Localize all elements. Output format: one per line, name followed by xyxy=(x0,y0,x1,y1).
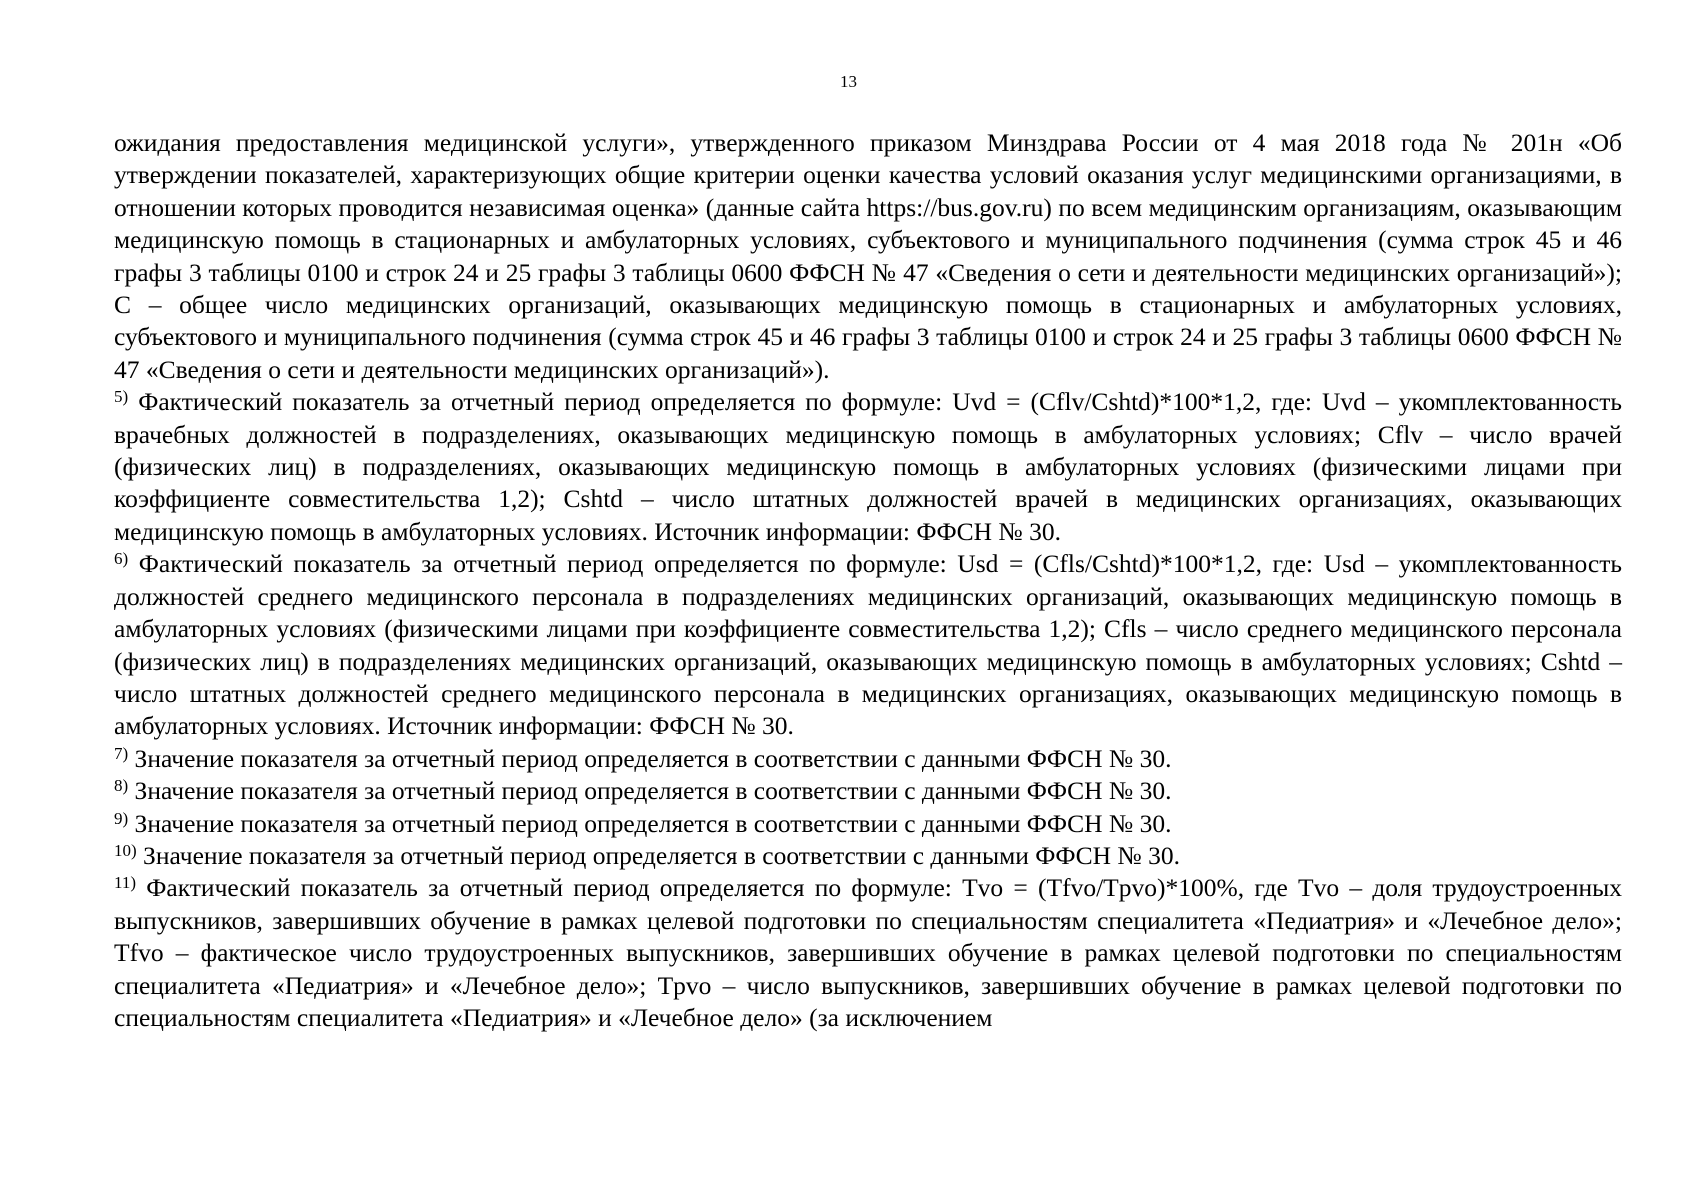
footnote-5 xyxy=(114,386,1622,548)
footnote-9 xyxy=(114,808,1622,840)
footnote-text: Значение показателя за отчетный период определяется в соответствии с данными ФФСН № 30. xyxy=(143,840,1180,870)
footnote-text: Фактический показатель за отчетный период определяется по формуле: Uvd = (Cflv/Cshtd)*100*1,2, где: Uvd – укомплектованность врачебных должностей в подразделениях, оказывающих медицинскую помощь в амбулаторных условиях; Cflv – число врачей (физических лиц) в подразделениях, оказывающих медицинскую помощь в амбулаторных условиях (физическими лицами при коэффициенте совместительства 1,2); Cshtd – число штатных должностей врачей в медицинских организациях, оказывающих медицинскую помощь в амбулаторных условиях. Источник информации: ФФСН № 30. xyxy=(114,387,1622,546)
footnote-text: Значение показателя за отчетный период определяется в соответствии с данными ФФСН № 30. xyxy=(134,808,1172,838)
paragraph-continuation: ожидания предоставления медицинской услуги», утвержденного приказом Минздрава России от 4 мая 2018 года № 201н «Об утверждении показателей, характеризующих общие критерии оценки качества условий оказания услуг медицинскими организациями, в отношении которых проводится независимая оценка» (данные сайта https://bus.gov.ru) по всем медицинским организациям, оказывающим медицинскую помощь в стационарных и амбулаторных условиях, субъектового и муниципального подчинения (сумма строк 45 и 46 графы 3 таблицы 0100 и строк 24 и 25 графы 3 таблицы 0600 ФФСН № 47 «Сведения о сети и деятельности медицинских организаций»); С – общее число медицинских организаций, оказывающих медицинскую помощь в стационарных и амбулаторных условиях, субъектового и муниципального подчинения (сумма строк 45 и 46 графы 3 таблицы 0100 и строк 24 и 25 графы 3 таблицы 0600 ФФСН № 47 «Сведения о сети и деятельности медицинских организаций»). xyxy=(114,128,1622,384)
footnote-text: Фактический показатель за отчетный период определяется по формуле: Tvo = (Tfvo/Tpvo)*100%, где Tvo – доля трудоустроенных выпускников, завершивших обучение в рамках целевой подготовки по специальностям специалитета «Педиатрия» и «Лечебное дело»; Tfvo – фактическое число трудоустроенных выпускников, завершивших обучение в рамках целевой подготовки по специальностям специалитета «Педиатрия» и «Лечебное дело»; Tpvo – число выпускников, завершивших обучение в рамках целевой подготовки по специальностям специалитета «Педиатрия» и «Лечебное дело» (за исключением xyxy=(114,873,1623,1032)
footnote-marker: 8) xyxy=(114,776,129,796)
footnote-marker: 6) xyxy=(114,549,129,569)
footnote-text: Фактический показатель за отчетный период определяется по формуле: Usd = (Cfls/Cshtd)*100*1,2, где: Usd – укомплектованность должностей среднего медицинского персонала в подразделениях медицинских организаций, оказывающих медицинскую помощь в амбулаторных условиях (физическими лицами при коэффициенте совместительства 1,2); Cfls – число среднего медицинского персонала (физических лиц) в подразделениях медицинских организаций, оказывающих медицинскую помощь в амбулаторных условиях; Cshtd – число штатных должностей среднего медицинского персонала в медицинских организациях, оказывающих медицинскую помощь в амбулаторных условиях. Источник информации: ФФСН № 30. xyxy=(114,549,1623,741)
footnote-marker: 7) xyxy=(114,743,129,763)
footnote-marker: 11) xyxy=(114,873,137,893)
footnote-marker: 9) xyxy=(114,808,129,828)
footnote-7 xyxy=(114,743,1622,775)
footnote-11 xyxy=(114,872,1622,1034)
document-body xyxy=(114,127,1622,1034)
footnote-text: Значение показателя за отчетный период определяется в соответствии с данными ФФСН № 30. xyxy=(134,776,1172,806)
footnote-marker: 5) xyxy=(114,387,129,407)
footnote-marker: 10) xyxy=(114,840,137,860)
footnote-text: Значение показателя за отчетный период определяется в соответствии с данными ФФСН № 30. xyxy=(134,743,1172,773)
footnote-6 xyxy=(114,548,1622,742)
footnote-8 xyxy=(114,775,1622,807)
page-number: 13 xyxy=(840,72,857,91)
footnote-10 xyxy=(114,840,1622,872)
